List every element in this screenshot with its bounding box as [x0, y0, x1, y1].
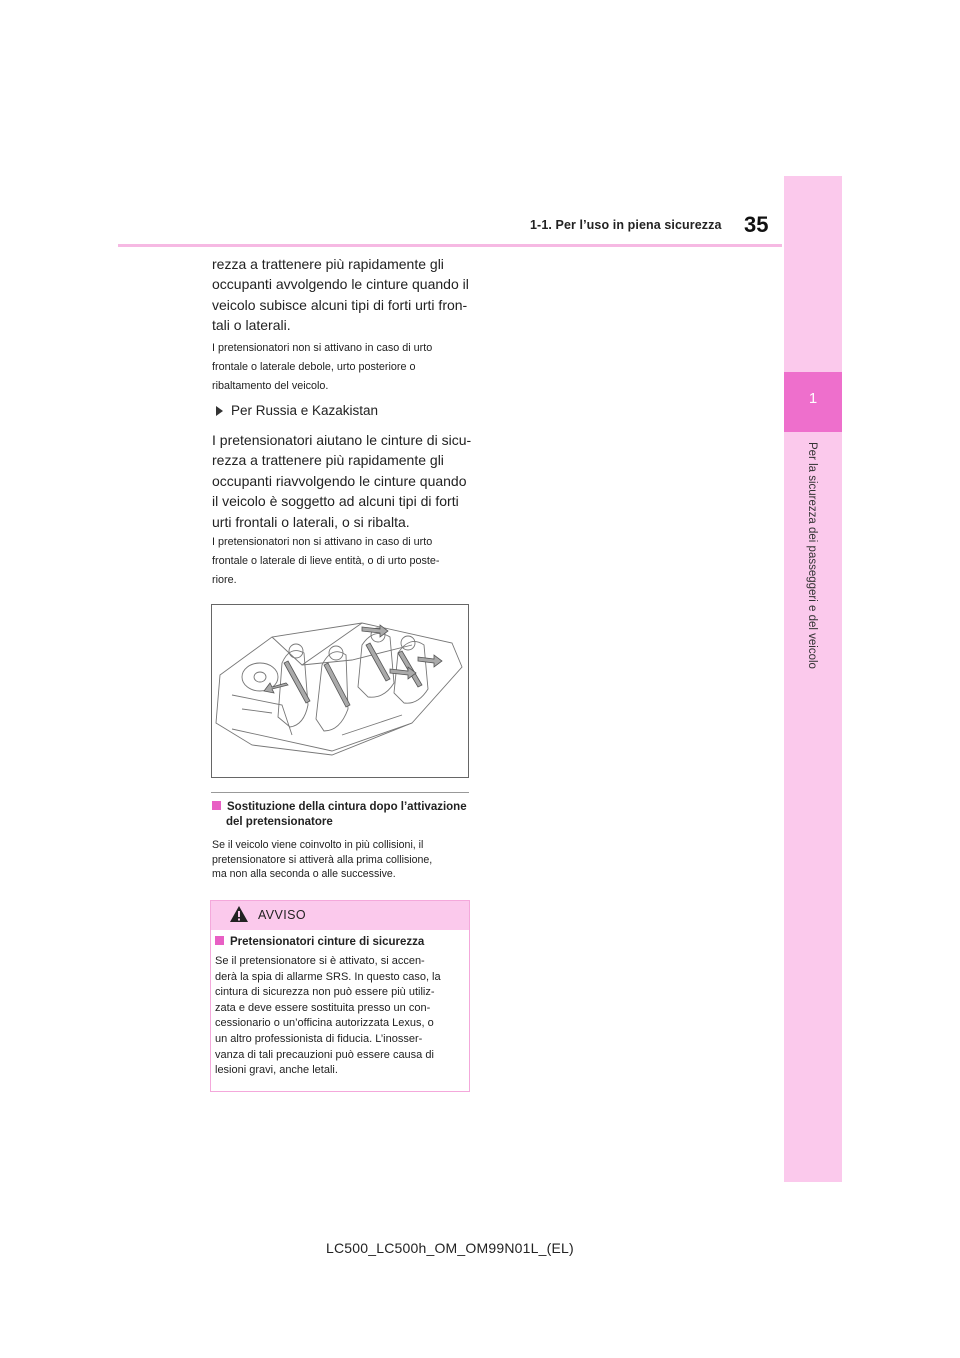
chapter-title: Per la sicurezza dei passeggeri e del veicolo: [806, 442, 818, 669]
warning-label: AVVISO: [258, 908, 307, 922]
subheading-text: Per Russia e Kazakistan: [231, 403, 379, 418]
section-title: 1-1. Per l’uso in piena sicurezza: [530, 218, 722, 232]
note-2: [212, 533, 474, 590]
warning-triangle-icon: [229, 905, 249, 928]
car-interior-sketch: [212, 605, 468, 777]
text-line: Se il pretensionatore si è attivato, si accen-: [215, 955, 425, 967]
text-line: ma non alla seconda o alle successive.: [212, 868, 396, 880]
paragraph-1: [212, 254, 474, 336]
text-line: I pretensionatori non si attivano in caso di urto: [212, 342, 433, 354]
warning-subheading-text: Pretensionatori cinture di sicurezza: [230, 936, 425, 948]
warning-subheading: [215, 936, 465, 948]
text-line: il veicolo è soggetto ad alcuni tipi di forti: [212, 493, 459, 510]
text-line: cintura di sicurezza non può essere più utiliz-: [215, 986, 435, 999]
text-line: urti frontali o laterali, o si ribalta.: [212, 513, 410, 530]
chapter-number: 1: [808, 390, 818, 407]
text-line: vanza di tali precauzioni può essere causa di: [215, 1048, 434, 1061]
text-line: rezza a trattenere più rapidamente gli: [212, 256, 444, 272]
text-line: lesioni gravi, anche letali.: [215, 1064, 338, 1077]
header-rule: [118, 244, 782, 247]
text-line: occupanti avvolgendo le cinture quando il: [212, 276, 469, 293]
paragraph-2: [212, 430, 474, 532]
warning-text: [215, 954, 467, 1079]
text-line: pretensionatore si attiverà alla prima collisione,: [212, 853, 433, 866]
text-line: Se il veicolo viene coinvolto in più collisioni, il: [212, 839, 424, 851]
text-line: riore.: [212, 574, 237, 586]
section-heading-line-1: Sostituzione della cintura dopo l’attivazione: [227, 801, 467, 813]
text-line: veicolo subisce alcuni tipi di forti urti fron-: [212, 296, 468, 313]
document-code: LC500_LC500h_OM_OM99N01L_(EL): [326, 1240, 574, 1256]
text-line: occupanti riavvolgendo le cinture quando: [212, 472, 467, 489]
square-bullet-icon: [215, 936, 224, 945]
square-bullet-icon: [212, 801, 221, 810]
text-line: cessionario o un’officina autorizzata Lexus, o: [215, 1017, 434, 1030]
text-line: I pretensionatori non si attivano in caso di urto: [212, 536, 433, 548]
section-text: [212, 838, 474, 882]
section-divider: [211, 792, 469, 793]
note-1: [212, 339, 474, 396]
section-heading-line-2: del pretensionatore: [226, 815, 333, 828]
text-line: frontale o laterale di lieve entità, o di urto poste-: [212, 555, 440, 567]
text-line: derà la spia di allarme SRS. In questo caso, la: [215, 970, 441, 983]
text-line: ribaltamento del veicolo.: [212, 380, 329, 392]
warning-header: [211, 901, 469, 930]
page-number: 35: [744, 212, 769, 237]
section-heading: [212, 800, 474, 829]
text-line: rezza a trattenere più rapidamente gli: [212, 452, 444, 469]
text-line: tali o laterali.: [212, 317, 291, 334]
text-line: I pretensionatori aiutano le cinture di sicu-: [212, 432, 472, 448]
seatbelt-illustration: [211, 604, 469, 778]
text-line: zata e deve essere sostituita presso un con-: [215, 1001, 431, 1014]
text-line: frontale o laterale debole, urto posteriore o: [212, 361, 416, 373]
triangle-bullet-icon: [216, 406, 223, 416]
text-line: un altro professionista di fiducia. L’inosser-: [215, 1032, 423, 1045]
subheading-region: [216, 403, 378, 418]
